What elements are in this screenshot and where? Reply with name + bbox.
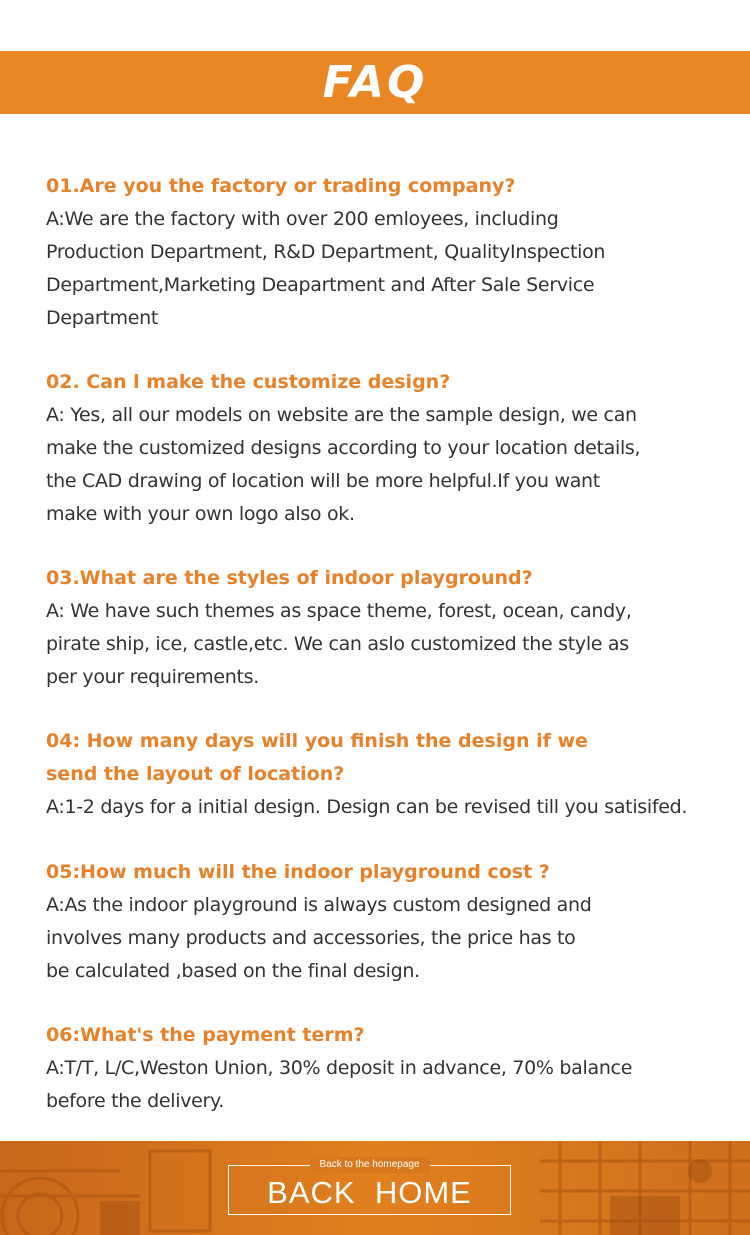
faq-question: 04: How many days will you finish the design if we send the layout of location?	[46, 730, 588, 785]
faq-answer: A: We have such themes as space theme, forest, ocean, candy, pirate ship, ice, castle,etc. We can aslo customized the style as per your requirements.	[46, 600, 632, 688]
faq-answer: A:T/T, L/C,Weston Union, 30% deposit in advance, 70% balance before the delivery.	[46, 1057, 633, 1112]
footer-banner	[0, 1141, 750, 1235]
faq-item	[46, 170, 726, 335]
faq-question: 01.Are you the factory or trading company?	[46, 175, 516, 197]
faq-question: 05:How much will the indoor playground cost ?	[46, 861, 550, 883]
faq-question: 06:What's the payment term?	[46, 1024, 365, 1046]
page-title: FAQ	[322, 56, 428, 108]
faq-item	[46, 1019, 726, 1118]
faq-answer: A:1-2 days for a initial design. Design can be revised till you satisifed.	[46, 796, 688, 818]
faq-question: 02. Can l make the customize design?	[46, 371, 451, 393]
faq-answer: A:We are the factory with over 200 emloyees, including Production Department, R&D Department, QualityInspection Department,Marketing Deapartment and After Sale Service Department	[46, 208, 606, 329]
back-home-button[interactable]	[228, 1159, 511, 1215]
faq-item	[46, 725, 726, 824]
back-home-label: BACK HOME	[267, 1175, 472, 1210]
faq-answer: A: Yes, all our models on website are the sample design, we can make the customized designs according to your location details, the CAD drawing of location will be more helpful.If you want make with your own logo also ok.	[46, 404, 641, 525]
faq-item	[46, 562, 726, 694]
back-home-caption: Back to the homepage	[309, 1157, 429, 1173]
faq-item	[46, 366, 726, 531]
faq-question: 03.What are the styles of indoor playground?	[46, 567, 533, 589]
faq-answer: A:As the indoor playground is always custom designed and involves many products and accessories, the price has to be calculated ,based on the final design.	[46, 894, 592, 982]
faq-item	[46, 856, 726, 988]
faq-header-banner	[0, 51, 750, 114]
